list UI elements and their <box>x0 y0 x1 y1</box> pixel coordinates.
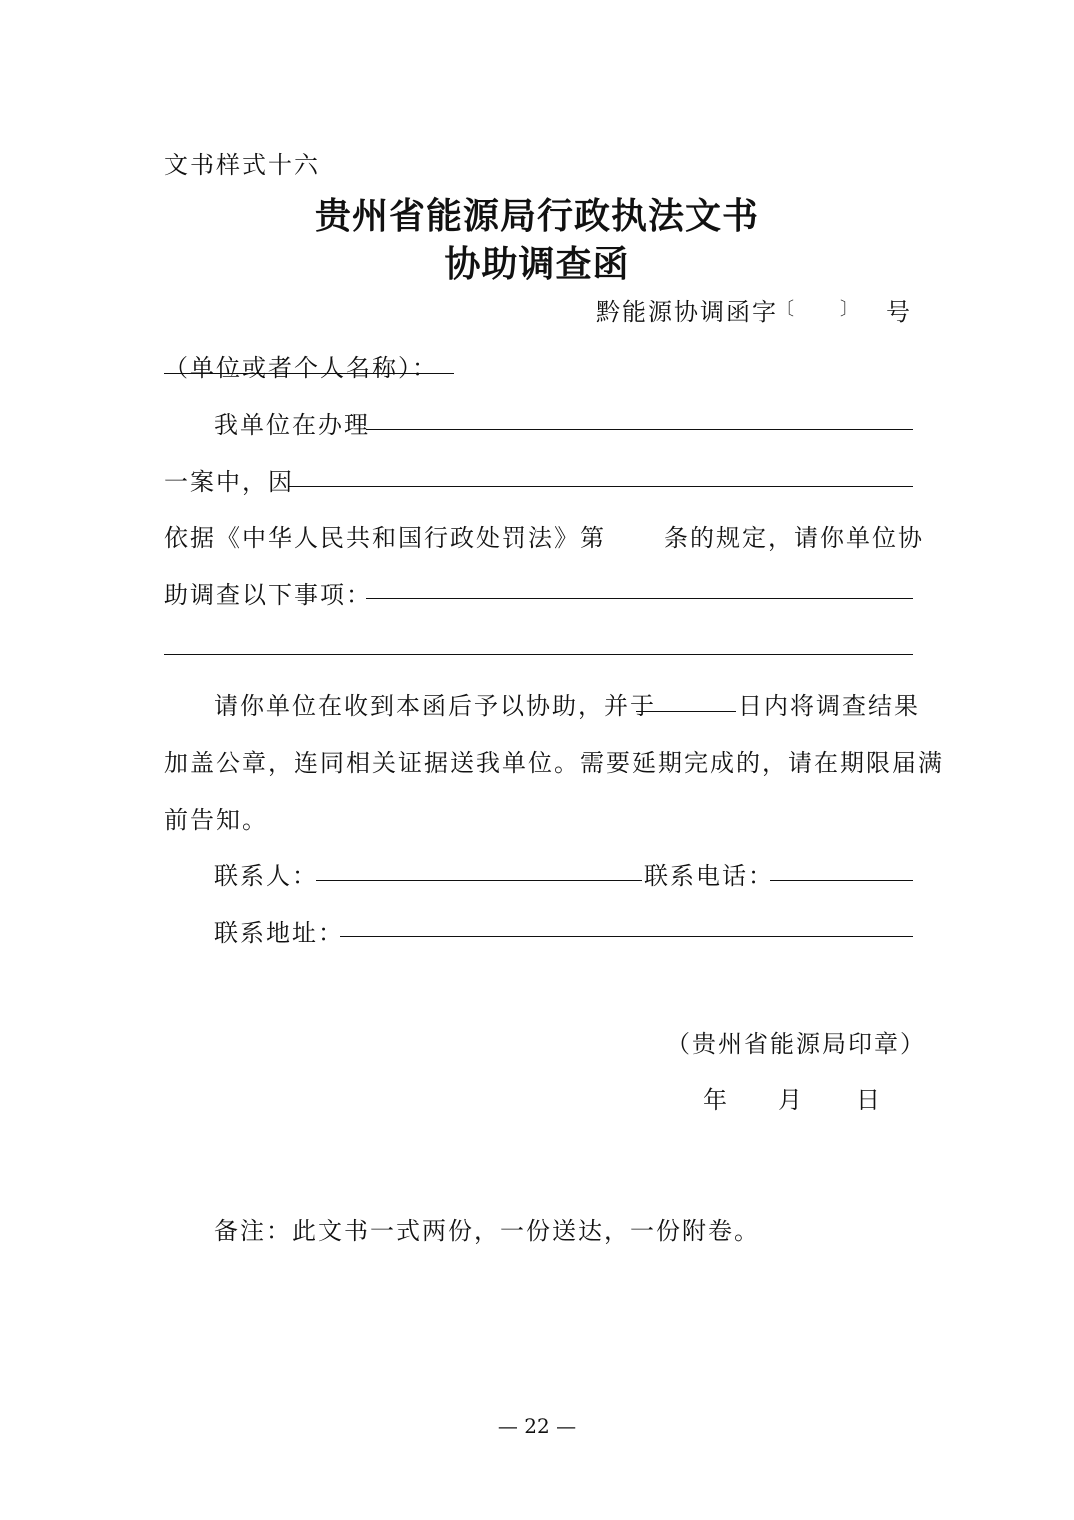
para1-line2-lead: 一案中，因 <box>164 468 294 496</box>
para2-line1-part2: 日内将调查结果 <box>738 692 920 720</box>
days-blank[interactable] <box>636 711 736 712</box>
date-year: 年 <box>703 1086 729 1114</box>
para1-line3-part1: 依据《中华人民共和国行政处罚法》第 <box>164 524 606 552</box>
contact-person-label: 联系人： <box>214 862 318 890</box>
form-label: 文书样式十六 <box>164 151 320 179</box>
para1-line4-lead: 助调查以下事项： <box>164 581 372 609</box>
contact-address-label: 联系地址： <box>214 919 344 947</box>
doc-number-suffix: 号 <box>886 298 912 326</box>
contact-phone-label: 联系电话： <box>644 862 774 890</box>
doc-number-prefix: 黔能源协调函字 <box>596 298 778 326</box>
document-subtitle: 协助调查函 <box>444 244 630 285</box>
note: 备注：此文书一式两份，一份送达，一份附卷。 <box>214 1217 760 1245</box>
addressee-underline <box>164 373 454 374</box>
contact-person-blank[interactable] <box>316 880 642 881</box>
contact-phone-blank[interactable] <box>770 880 913 881</box>
doc-number-open-paren: 〔 <box>776 299 794 320</box>
matters-blank-line2[interactable] <box>164 654 913 655</box>
para1-line3-part2: 条的规定，请你单位协 <box>664 524 924 552</box>
page-number: — 22 — <box>497 1414 577 1438</box>
reason-blank[interactable] <box>288 486 913 487</box>
doc-number-close-paren: 〕 <box>840 299 858 320</box>
para1-line1-lead: 我单位在办理 <box>214 411 370 439</box>
seal-text: （贵州省能源局印章） <box>666 1030 926 1058</box>
contact-address-blank[interactable] <box>340 936 913 937</box>
date-day: 日 <box>856 1086 882 1114</box>
addressee: （单位或者个人名称）： <box>164 354 438 382</box>
document-title: 贵州省能源局行政执法文书 <box>314 196 759 237</box>
matters-blank-line1[interactable] <box>366 598 913 599</box>
case-name-blank[interactable] <box>366 429 913 430</box>
para2-line3: 前告知。 <box>164 806 268 834</box>
date-month: 月 <box>778 1086 804 1114</box>
para2-line1-part1: 请你单位在收到本函后予以协助，并于 <box>214 692 656 720</box>
para2-line2: 加盖公章，连同相关证据送我单位。需要延期完成的，请在期限届满 <box>164 749 944 777</box>
